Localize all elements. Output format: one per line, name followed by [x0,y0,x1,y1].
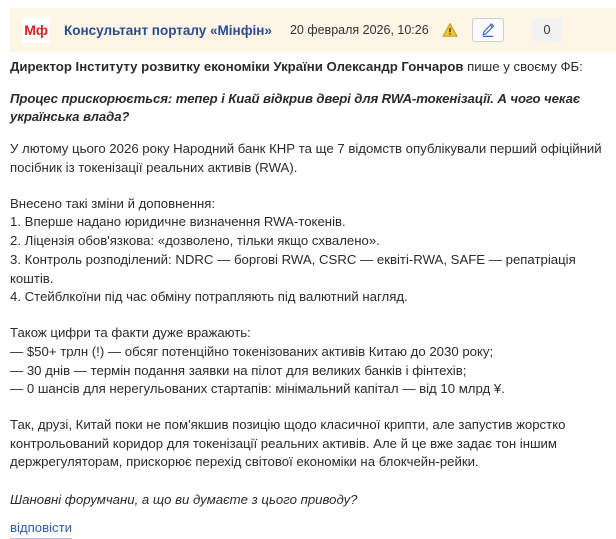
changes-item: 1. Вперше надано юридичне визначення RWA-токенів. [10,214,346,230]
edit-post-button[interactable] [472,18,504,42]
post-subtitle: Процес прискорюється: тепер і Киай відкрив двері для RWA-токенізації. А чого чекає українська влада? [10,90,581,125]
post-body [10,58,608,539]
warning-triangle-icon[interactable] [442,22,458,38]
reply-link[interactable]: відповісти [10,519,72,539]
post-author-link[interactable]: Консультант порталу «Мінфін» [64,22,272,38]
avatar[interactable] [22,17,50,43]
facts-item: — 0 шансів для нерегульованих стартапів: мінімальний капітал — від 10 млрд ¥. [10,381,505,397]
pencil-icon [480,22,496,38]
post-header [10,8,616,52]
facts-block [10,324,608,399]
facts-heading: Також цифри та факти дуже вражають: [10,325,251,341]
post-lead [10,58,608,77]
post-lead-rest: пише у своєму ФБ: [463,59,583,74]
post-closing-question: Шановні форумчани, а що ви думаєте з цього приводу? [10,492,358,508]
facts-item: — 30 днів — термін подання заявки на пілот для великих банків і фінтехів; [10,362,467,378]
post-intro-paragraph: У лютому цього 2026 року Народний банк КНР та ще 7 відомств опублікували перший офіційний посібник із токенізації реальних активів (RWA). [10,141,602,175]
post-conclusion-paragraph: Так, друзі, Китай поки не пом'якшив позицію щодо класичної крипти, але запустив жорстко контрольований коридор для токенізації реальних активів. Але й це вже задає тон іншим держрегуляторам, прискорює перехід світової економіки на блокчейн-рейки. [10,417,566,470]
avatar-label: Мф [24,22,48,38]
changes-item: 2. Ліцензія обов'язкова: «дозволено, тільки якщо схвалено». [10,233,380,249]
changes-item: 3. Контроль розподілений: NDRC — боргові RWA, CSRC — еквіті-RWA, SAFE — репатріація коштів. [10,251,576,286]
post-date: 20 февраля 2026, 10:26 [289,23,429,37]
post-lead-bold: Директор Інституту розвитку економіки України Олександр Гончаров [10,59,464,74]
facts-item: — $50+ трлн (!) — обсяг потенційно токенізованих активів Китаю до 2030 року; [10,343,494,359]
changes-heading: Внесено такі зміни й доповнення: [10,195,216,211]
post-rating-badge[interactable]: 0 [532,18,562,42]
changes-block [10,195,608,307]
changes-item: 4. Стейблкоїни під час обміну потрапляють під валютний нагляд. [10,289,408,305]
